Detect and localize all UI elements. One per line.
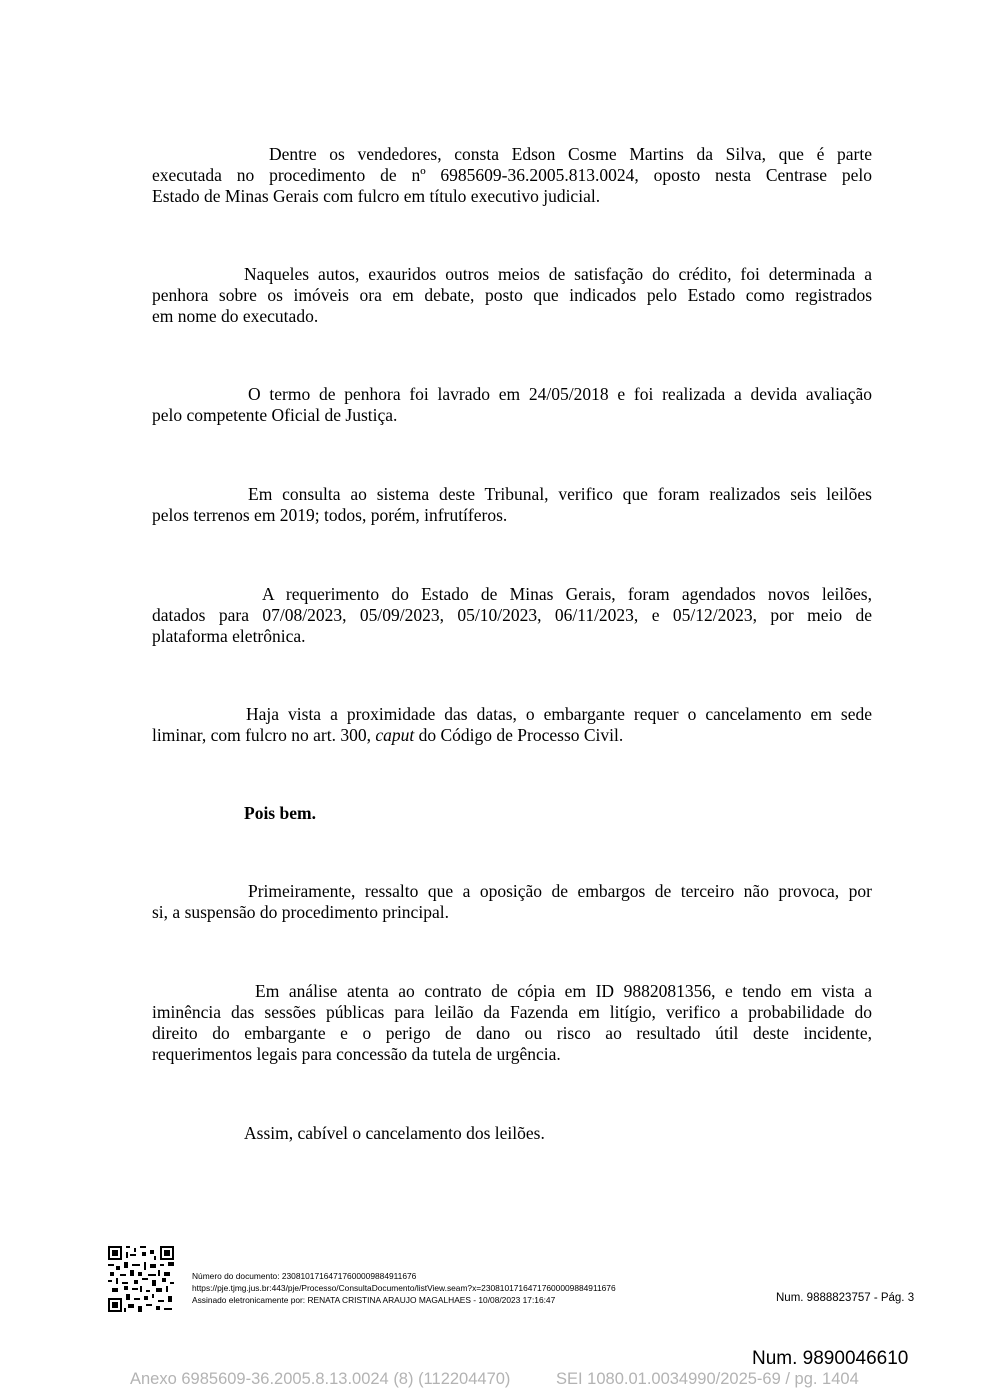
paragraph-line: Haja vista a proximidade das datas, o embargante requer o cancelamento em sede xyxy=(246,704,872,724)
paragraph-8 xyxy=(152,881,872,923)
document-url: https://pje.tjmg.jus.br:443/pje/Processo/ConsultaDocumento/listView.seam?x=23081017164717600009884911676 xyxy=(192,1283,616,1293)
paragraph-line: requerimentos legais para concessão da tutela de urgência. xyxy=(152,1044,561,1064)
paragraph-line: executada no procedimento de nº 6985609-36.2005.813.0024, oposto nesta Centrase pelo xyxy=(152,165,872,185)
paragraph-line: pelos terrenos em 2019; todos, porém, infrutíferos. xyxy=(152,505,508,525)
paragraph-line: O termo de penhora foi lavrado em 24/05/2018 e foi realizada a devida avaliação xyxy=(248,384,872,404)
paragraph-line: Naqueles autos, exauridos outros meios de satisfação do crédito, foi determinada a xyxy=(244,264,872,284)
paragraph-5 xyxy=(152,584,872,647)
sei-label: SEI 1080.01.0034990/2025-69 / pg. 1404 xyxy=(556,1370,859,1388)
paragraph-9 xyxy=(152,981,872,1065)
paragraph-line: Primeiramente, ressalto que a oposição de embargos de terceiro não provoca, por xyxy=(248,881,872,901)
footer-metadata xyxy=(192,1270,616,1306)
paragraph-line: Em análise atenta ao contrato de cópia em ID 9882081356, e tendo em vista a xyxy=(255,981,872,1001)
paragraph-10 xyxy=(152,1123,872,1144)
page-reference: Num. 9888823757 - Pág. 3 xyxy=(776,1292,915,1304)
document-number: Número do documento: 23081017164717600009884911676 xyxy=(192,1271,417,1281)
paragraph-line xyxy=(152,725,872,746)
paragraph-1 xyxy=(152,144,872,207)
paragraph-line: Assim, cabível o cancelamento dos leilões. xyxy=(244,1123,545,1143)
paragraph-line: si, a suspensão do procedimento principal. xyxy=(152,902,449,922)
qr-code-icon xyxy=(108,1246,174,1312)
paragraph-line: plataforma eletrônica. xyxy=(152,626,306,646)
paragraph-line: pelo competente Oficial de Justiça. xyxy=(152,405,398,425)
paragraph-line: penhora sobre os imóveis ora em debate, posto que indicados pelo Estado como registrados xyxy=(152,285,872,305)
paragraph-6 xyxy=(152,704,872,746)
bold-heading: Pois bem. xyxy=(244,803,316,823)
paragraph-line: datados para 07/08/2023, 05/09/2023, 05/10/2023, 06/11/2023, e 05/12/2023, por meio de xyxy=(152,605,872,625)
paragraph-line: A requerimento do Estado de Minas Gerais, foram agendados novos leilões, xyxy=(262,584,872,604)
paragraph-line: em nome do executado. xyxy=(152,306,319,326)
signature-line: Assinado eletronicamente por: RENATA CRISTINA ARAUJO MAGALHAES - 10/08/2023 17:16:47 xyxy=(192,1295,556,1305)
stamp-number: Num. 9890046610 xyxy=(752,1348,909,1369)
paragraph-line: direito do embargante e o perigo de dano ou risco ao resultado útil deste incidente, xyxy=(152,1023,872,1043)
text-segment: do Código de Processo Civil. xyxy=(414,725,624,745)
paragraph-heading-bold xyxy=(152,803,872,824)
paragraph-line: Dentre os vendedores, consta Edson Cosme Martins da Silva, que é parte xyxy=(269,144,872,164)
paragraph-line: Em consulta ao sistema deste Tribunal, verifico que foram realizados seis leilões xyxy=(248,484,872,504)
text-segment: liminar, com fulcro no art. 300, xyxy=(152,725,376,745)
paragraph-line: Estado de Minas Gerais com fulcro em título executivo judicial. xyxy=(152,186,601,206)
paragraph-3 xyxy=(152,384,872,426)
paragraph-4 xyxy=(152,484,872,526)
italic-term: caput xyxy=(375,725,415,745)
paragraph-line: iminência das sessões públicas para leilão da Fazenda em litígio, verifico a probabilidade do xyxy=(152,1002,872,1022)
paragraph-2 xyxy=(152,264,872,327)
annex-label: Anexo 6985609-36.2005.8.13.0024 (8) (112204470) xyxy=(130,1370,511,1388)
